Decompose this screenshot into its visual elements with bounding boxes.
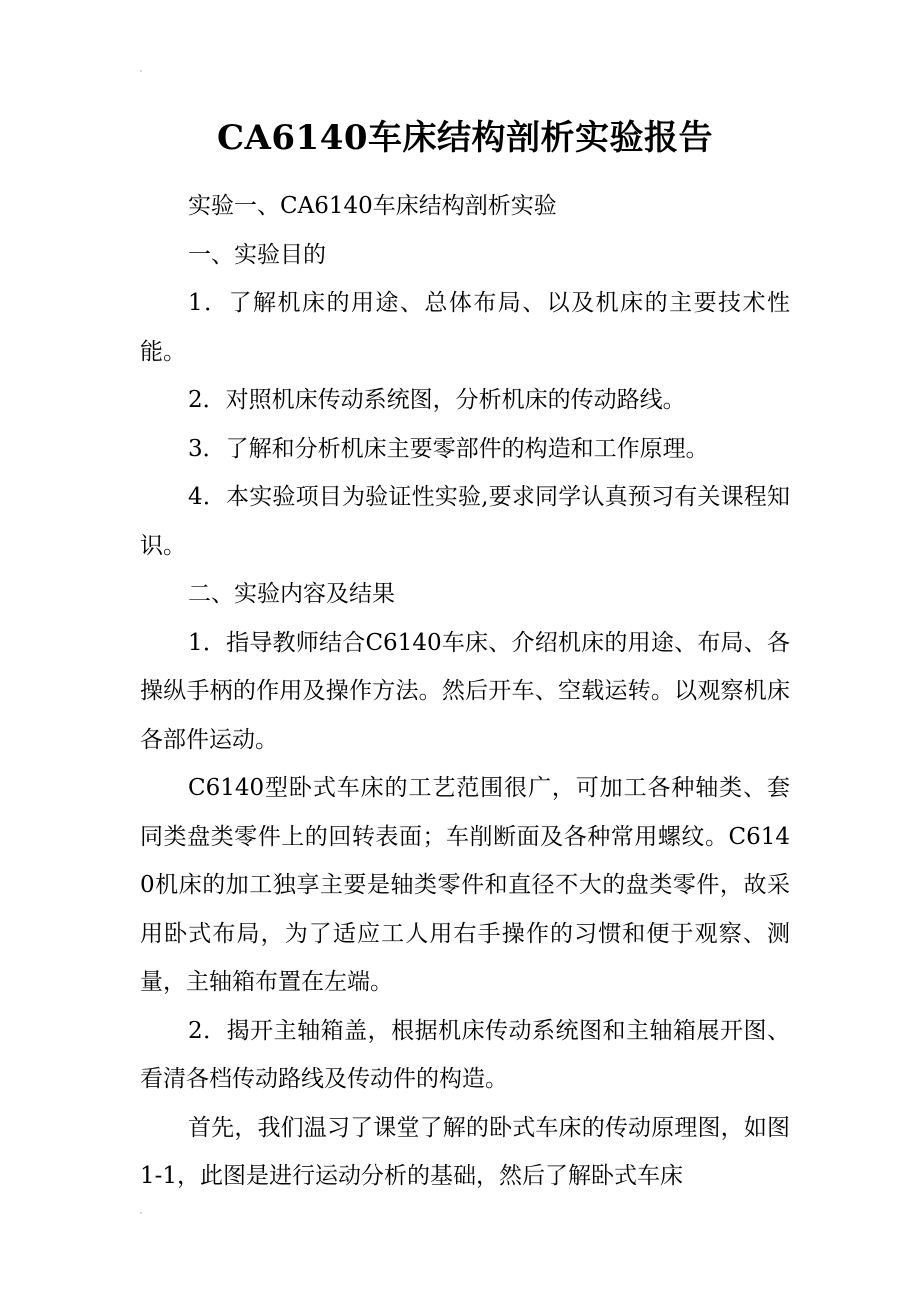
paragraph-content-2: 2．揭开主轴箱盖，根据机床传动系统图和主轴箱展开图、看清各档传动路线及传动件的构造。 <box>140 1017 790 1092</box>
paragraph-c6140-description: C6140型卧式车床的工艺范围很广，可加工各种轴类、套同类盘类零件上的回转表面；车削断面及各种常用螺纹。C6140机床的加工独享主要是轴类零件和直径不大的盘类零件，故采用卧式布局，为了适应工人用右手操作的习惯和便于观察、测量，主轴箱布置在左端。 <box>140 775 790 995</box>
paragraph-purpose-2: 2．对照机床传动系统图，分析机床的传动路线。 <box>188 387 686 413</box>
corner-mark <box>140 70 142 72</box>
paragraph-content-1: 1．指导教师结合C6140车床、介绍机床的用途、布局、各操纵手柄的作用及操作方法。然后开车、空载运转。以观察机床各部件运动。 <box>140 629 790 753</box>
paragraph-transmission-principle: 首先，我们温习了课堂了解的卧式车床的传动原理图，如图1-1，此图是进行运动分析的基础，然后了解卧式车床 <box>140 1114 790 1189</box>
paragraph-purpose-4: 4．本实验项目为验证性实验,要求同学认真预习有关课程知识。 <box>140 484 790 559</box>
section-heading-purpose: 一、实验目的 <box>188 241 326 268</box>
paragraph-experiment-heading: 实验一、CA6140车床结构剖析实验 <box>188 193 557 219</box>
section-heading-content: 二、实验内容及结果 <box>188 581 395 607</box>
paragraph-purpose-3: 3．了解和分析机床主要零部件的构造和工作原理。 <box>188 435 709 462</box>
paragraph-purpose-1: 1．了解机床的用途、总体布局、以及机床的主要技术性能。 <box>140 290 790 365</box>
corner-mark <box>140 1212 142 1214</box>
document-body <box>140 112 790 1201</box>
document-title: CA6140车床结构剖析实验报告 <box>216 118 714 158</box>
